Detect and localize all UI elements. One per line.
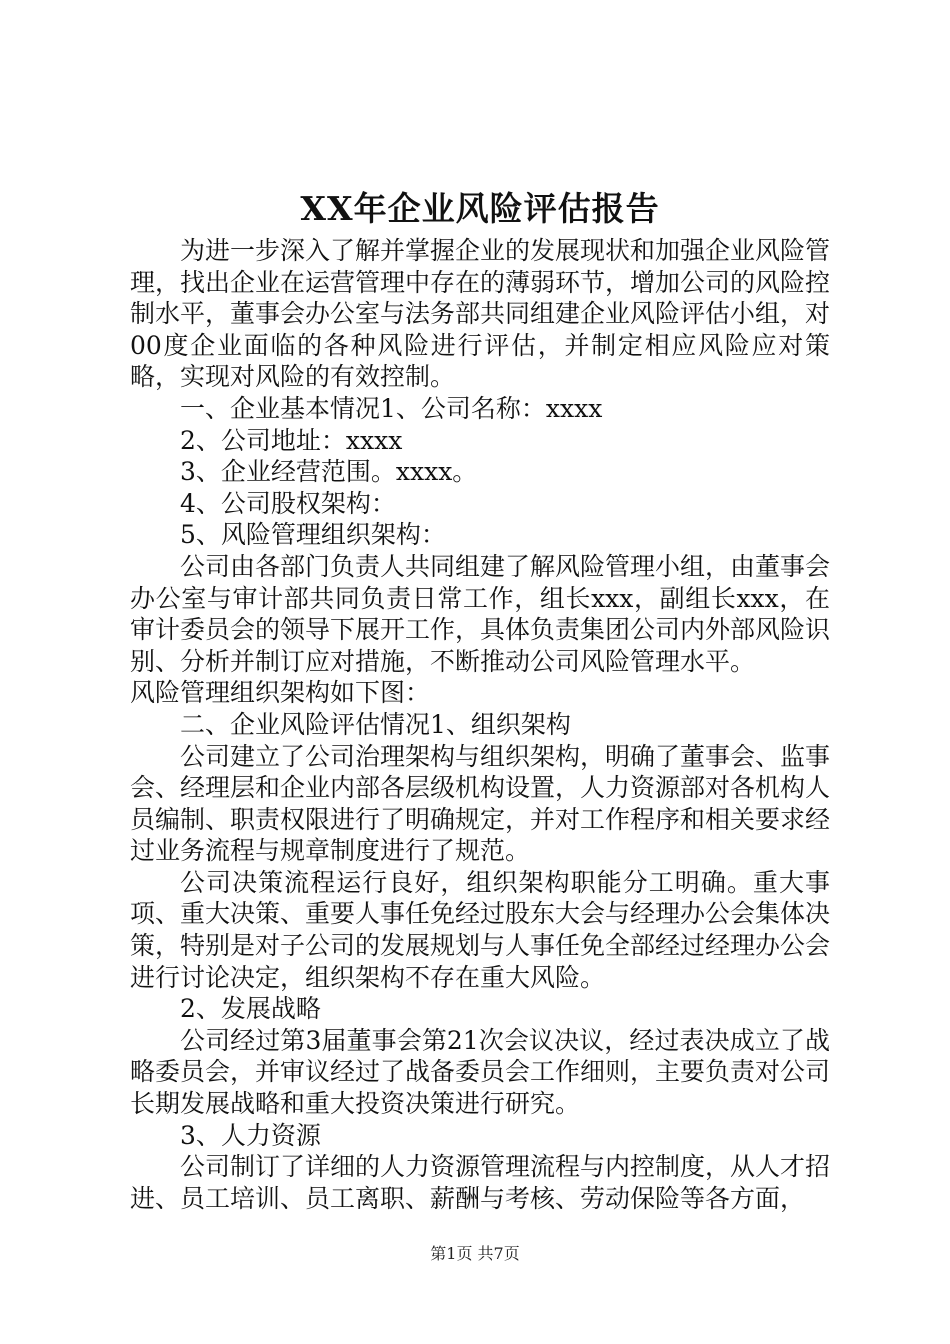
document-page [130,185,830,1214]
org-chart-caption: 风险管理组织架构如下图： [130,678,431,708]
section-heading-basic-info: 一、企业基本情况1、公司名称：xxxx [180,393,603,423]
section-heading-assessment: 二、企业风险评估情况1、组织架构 [180,709,571,739]
document-title: XX年企业风险评估报告 [300,189,660,228]
subheading-strategy: 2、发展战略 [180,994,321,1024]
document-body [130,235,830,1214]
subheading-hr: 3、人力资源 [180,1120,321,1150]
risk-org-structure-line: 5、风险管理组织架构： [180,520,446,550]
governance-paragraph: 公司建立了公司治理架构与组织架构，明确了董事会、监事会、经理层和企业内部各层级机构设置，人力资源部对各机构人员编制、职责权限进行了明确规定，并对工作程序和相关要求经过业务流程与规章制度进行了规范。 [130,741,831,866]
hr-paragraph: 公司制订了详细的人力资源管理流程与内控制度，从人才招进、员工培训、员工离职、薪酬与考核、劳动保险等各方面， [130,1152,831,1213]
company-address-line: 2、公司地址：xxxx [180,425,403,455]
risk-team-paragraph: 公司由各部门负责人共同组建了解风险管理小组，由董事会办公室与审计部共同负责日常工作，组长xxx，副组长xxx，在审计委员会的领导下展开工作，具体负责集团公司内外部风险识别、分析并制订应对措施，不断推动公司风险管理水平。 [130,551,831,676]
page-number-footer: 第1页 共7页 [430,1244,520,1263]
decision-process-paragraph: 公司决策流程运行良好，组织架构职能分工明确。重大事项、重大决策、重要人事任免经过股东大会与经理办公会集体决策，特别是对子公司的发展规划与人事任免全部经过经理办公会进行讨论决定，组织架构不存在重大风险。 [130,867,831,992]
strategy-paragraph: 公司经过第3届董事会第21次会议决议，经过表决成立了战略委员会，并审议经过了战备委员会工作细则，主要负责对公司长期发展战略和重大投资决策进行研究。 [130,1025,831,1119]
intro-paragraph: 为进一步深入了解并掌握企业的发展现状和加强企业风险管理，找出企业在运营管理中存在的薄弱环节，增加公司的风险控制水平，董事会办公室与法务部共同组建企业风险评估小组，对00度企业面临的各种风险进行评估，并制定相应风险应对策略，实现对风险的有效控制。 [130,236,831,392]
business-scope-line: 3、企业经营范围。xxxx。 [180,457,478,487]
equity-structure-line: 4、公司股权架构： [180,488,396,518]
